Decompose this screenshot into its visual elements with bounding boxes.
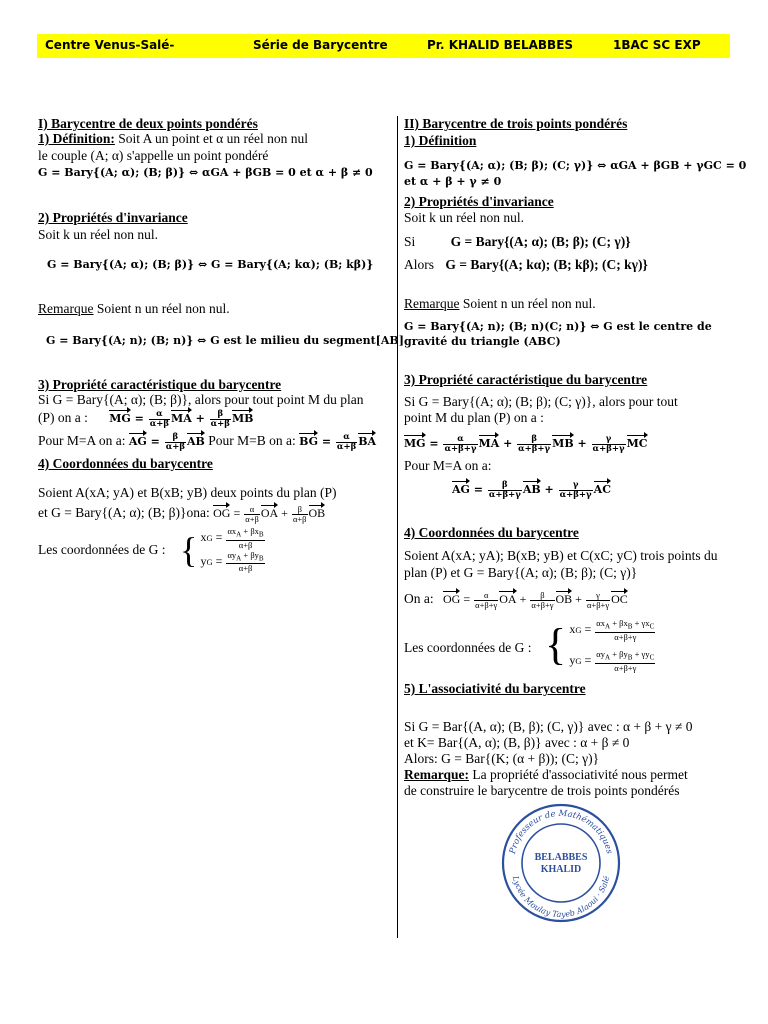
- coordinates-line2: [38, 504, 325, 524]
- right-invariance-title: 2) Propriétés d'invariance: [404, 194, 554, 209]
- right-definition-title: 1) Définition: [404, 133, 477, 148]
- header-level: 1BAC SC EXP: [613, 38, 701, 52]
- stamp-name2: KHALID: [540, 864, 582, 875]
- si-label: Si: [404, 234, 416, 249]
- formula-bg: BG = $\frac{\alpha}{\alpha+\beta}$ BA: [299, 431, 377, 452]
- invariance-text: Soit k un réel non nul.: [38, 227, 158, 242]
- right-characteristic-title: 3) Propriété caractéristique du barycentre: [404, 372, 648, 387]
- invariance-formula: G = Bary{(A; α); (B; β)} ⇔ G = Bary{(A; kα); (B; kβ)}: [47, 258, 374, 271]
- remark-text: Soient n un réel non nul.: [93, 301, 230, 316]
- characteristic-text2: (P) on a :: [38, 410, 88, 425]
- right-remark-text: Soient n un réel non nul.: [459, 296, 596, 311]
- characteristic-text1: Si G = Bary{(A; α); (B; β)}, alors pour tout point M du plan: [38, 392, 364, 407]
- right-coordinates-text2: plan (P) et G = Bary{(A; α); (B; β); (C; γ)}: [404, 565, 638, 580]
- invariance-title: 2) Propriétés d'invariance: [38, 210, 188, 225]
- characteristic-line3: [38, 432, 376, 452]
- section2-title: II) Barycentre de trois points pondérés: [404, 116, 628, 131]
- characteristic-title: 3) Propriété caractéristique du barycentre: [38, 377, 282, 392]
- right-coordinates-text1: Soient A(xA; yA); B(xB; yB) et C(xC; yC) trois points du: [404, 548, 718, 563]
- teacher-stamp: [500, 802, 622, 924]
- remark-formula: G = Bary{(A; n); (B; n)} ⇔ G est le milieu du segment[AB]: [46, 334, 404, 347]
- remark-label: Remarque: [38, 301, 94, 316]
- right-definition-formula1: G = Bary{(A; α); (B; β); (C; γ)} ⇔ αGA + βGB + γGC = 0: [404, 159, 747, 172]
- characteristic-text3a: Pour M=A on a:: [38, 433, 126, 448]
- right-definition-formula2: et α + β + γ ≠ 0: [404, 175, 502, 188]
- formula-ag: AG = $\frac{\beta}{\alpha+\beta}$ AB: [128, 431, 205, 452]
- section1-title: I) Barycentre de deux points pondérés: [38, 116, 258, 131]
- characteristic-line2: [38, 409, 253, 429]
- coordinates-title: 4) Coordonnées du barycentre: [38, 456, 213, 471]
- formula-og: OG = $\frac{\alpha}{\alpha+\beta}$ OA + $\frac{\beta}{\alpha+\beta}$ OB: [213, 503, 326, 524]
- right-remark-formula2: gravité du triangle (ABC): [404, 335, 561, 348]
- alors-label: Alors: [404, 257, 434, 272]
- coordinates-text3: Les coordonnées de G :: [38, 542, 166, 557]
- stamp-arc-top: Professeur de Mathématiques: [507, 808, 615, 855]
- associativity-text1: Si G = Bar{(A, α); (B, β); (C, γ)} avec : α + β + γ ≠ 0: [404, 719, 693, 734]
- right-characteristic-text3: Pour M=A on a:: [404, 458, 492, 473]
- right-remark-label: Remarque: [404, 296, 460, 311]
- associativity-remark-text2: de construire le barycentre de trois points pondérés: [404, 783, 680, 798]
- formula-mg: MG = $\frac{\alpha}{\alpha+\beta}$ MA + $\frac{\beta}{\alpha+\beta}$ MB: [109, 408, 254, 429]
- right-remark-line: [404, 296, 596, 311]
- right-invariance-alors: [404, 257, 648, 272]
- stamp-outer-ring: [503, 805, 619, 921]
- associativity-remark-text: La propriété d'associativité nous permet: [469, 767, 688, 782]
- right-coordinates-line3: [404, 590, 628, 610]
- header-serie: Série de Barycentre: [253, 38, 388, 52]
- right-invariance-si: [404, 234, 631, 249]
- remark-line: [38, 301, 230, 316]
- right-characteristic-text2: point M du plan (P) on a :: [404, 410, 544, 425]
- associativity-text2: et K= Bar{(A, α); (B, β)} avec : α + β ≠ 0: [404, 735, 630, 750]
- si-formula: G = Bary{(A; α); (B; β); (C; γ)}: [450, 234, 631, 249]
- associativity-text3: Alors: G = Bar{(K; (α + β)); (C; γ)}: [404, 751, 600, 766]
- definition-line: [38, 131, 308, 146]
- right-invariance-text: Soit k un réel non nul.: [404, 210, 524, 225]
- column-divider: [397, 116, 398, 938]
- characteristic-text3b: Pour M=B on a:: [204, 433, 296, 448]
- associativity-remark-line: [404, 767, 688, 782]
- alors-formula: G = Bary{(A; kα); (B; kβ); (C; kγ)}: [445, 257, 648, 272]
- definition-text: Soit A un point et α un réel non nul: [114, 131, 308, 146]
- definition-formula: G = Bary{(A; α); (B; β)} ⇔ αGA + βGB = 0 et α + β ≠ 0: [38, 166, 373, 179]
- definition-text2: le couple (A; α) s'appelle un point pondéré: [38, 148, 269, 163]
- header-prof: Pr. KHALID BELABBES: [427, 38, 574, 52]
- stamp-arc-bottom: Lycée Moulay Tayeb Alaoui · Salé: [510, 875, 612, 920]
- stamp-name1: BELABBES: [534, 852, 588, 863]
- right-characteristic-text1: Si G = Bary{(A; α); (B; β); (C; γ)}, alors pour tout: [404, 394, 678, 409]
- header-banner: [37, 34, 730, 58]
- header-center: Centre Venus-Salé-: [45, 38, 175, 52]
- associativity-remark-label: Remarque:: [404, 767, 469, 782]
- coordinates-text2: et G = Bary{(A; α); (B; β)}ona:: [38, 505, 210, 520]
- formula-og-3: OG = $\frac{\alpha}{\alpha+\beta+\gamma}$ OA + $\frac{\beta}{\alpha+\beta+\gamma}$ OB + $\frac{\gamma}{\alpha+\beta+\gamma}$ OC: [443, 589, 628, 610]
- associativity-title: 5) L'associativité du barycentre: [404, 681, 586, 696]
- coordinates-line3: [38, 542, 165, 557]
- coordinates-text1: Soient A(xA; yA) et B(xB; yB) deux points du plan (P): [38, 485, 337, 500]
- right-coordinates-text4: Les coordonnées de G :: [404, 640, 532, 655]
- formula-ag-3: AG = $\frac{\beta}{\alpha+\beta+\gamma}$ AB + $\frac{\gamma}{\alpha+\beta+\gamma}$ AC: [452, 479, 611, 500]
- stamp-inner-ring: [522, 824, 600, 902]
- coordinates-system: { xG = $\frac{\alpha x_A + \beta x_B}{\alpha+\beta}$ yG = $\frac{\alpha y_A + \beta y_B}{\alpha+\beta}$: [180, 525, 264, 574]
- right-remark-formula1: G = Bary{(A; n); (B; n)(C; n)} ⇔ G est le centre de: [404, 320, 712, 333]
- right-coordinates-system: { xG = $\frac{\alpha x_A + \beta x_B + \gamma x_C}{\alpha+\beta+\gamma}$ yG = $\frac{\alpha y_A + \beta y_B + \gamma y_C}{\alpha+\beta+\gamma}$: [545, 617, 655, 673]
- right-coordinates-text3: On a:: [404, 591, 434, 606]
- definition-label: 1) Définition:: [38, 131, 115, 146]
- formula-mg-3: MG = $\frac{\alpha}{\alpha+\beta+\gamma}$ MA + $\frac{\beta}{\alpha+\beta+\gamma}$ MB + $\frac{\gamma}{\alpha+\beta+\gamma}$ MC: [404, 433, 648, 454]
- right-coordinates-title: 4) Coordonnées du barycentre: [404, 525, 579, 540]
